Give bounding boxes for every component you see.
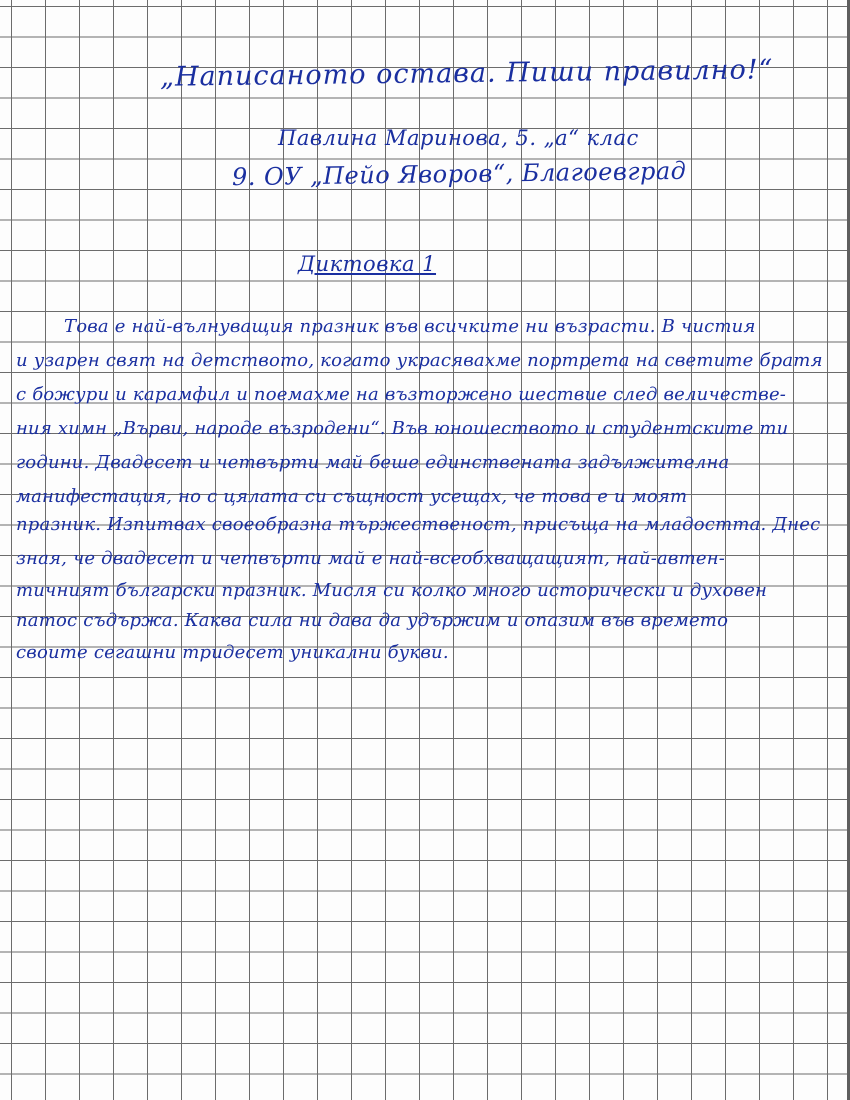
text-line: с божури и карамфил и поемахме на възторжено шествие след величестве- xyxy=(16,384,787,405)
text-line: своите сегашни тридесет уникални букви. xyxy=(16,642,449,663)
text-line: патос съдържа. Каква сила ни дава да удържим и опазим във времето xyxy=(16,610,729,631)
text-line: манифестация, но с цялата си същност усещах, че това е и моят xyxy=(16,486,688,507)
text-line: и узарен свят на детството, когато украсявахме портрета на светите братя xyxy=(16,350,823,371)
dictation-title: Диктовка 1 xyxy=(298,252,437,276)
school-line: 9. ОУ „Пейо Яворов“, Благоевград xyxy=(231,156,687,192)
text-line: години. Двадесет и четвърти май беше единствената задължителна xyxy=(16,452,730,473)
text-line: празник. Изпитвах своеобразна тържественост, присъща на младостта. Днес xyxy=(16,514,821,535)
text-line: зная, че двадесет и четвърти май е най-всеобхващащият, най-автен- xyxy=(16,548,726,569)
motto-heading: „Написаното остава. Пиши правилно!“ xyxy=(159,54,774,93)
text-line: ния химн „Върви, народе възродени“. Във юношеството и студентските ти xyxy=(16,418,789,439)
text-line: Това е най-вълнуващия празник във всичките ни възрасти. В чистия xyxy=(64,316,756,337)
text-line: тичният български празник. Мисля си колко много исторически и духовен xyxy=(16,580,768,601)
author-line: Павлина Маринова, 5. „а“ клас xyxy=(278,126,639,150)
